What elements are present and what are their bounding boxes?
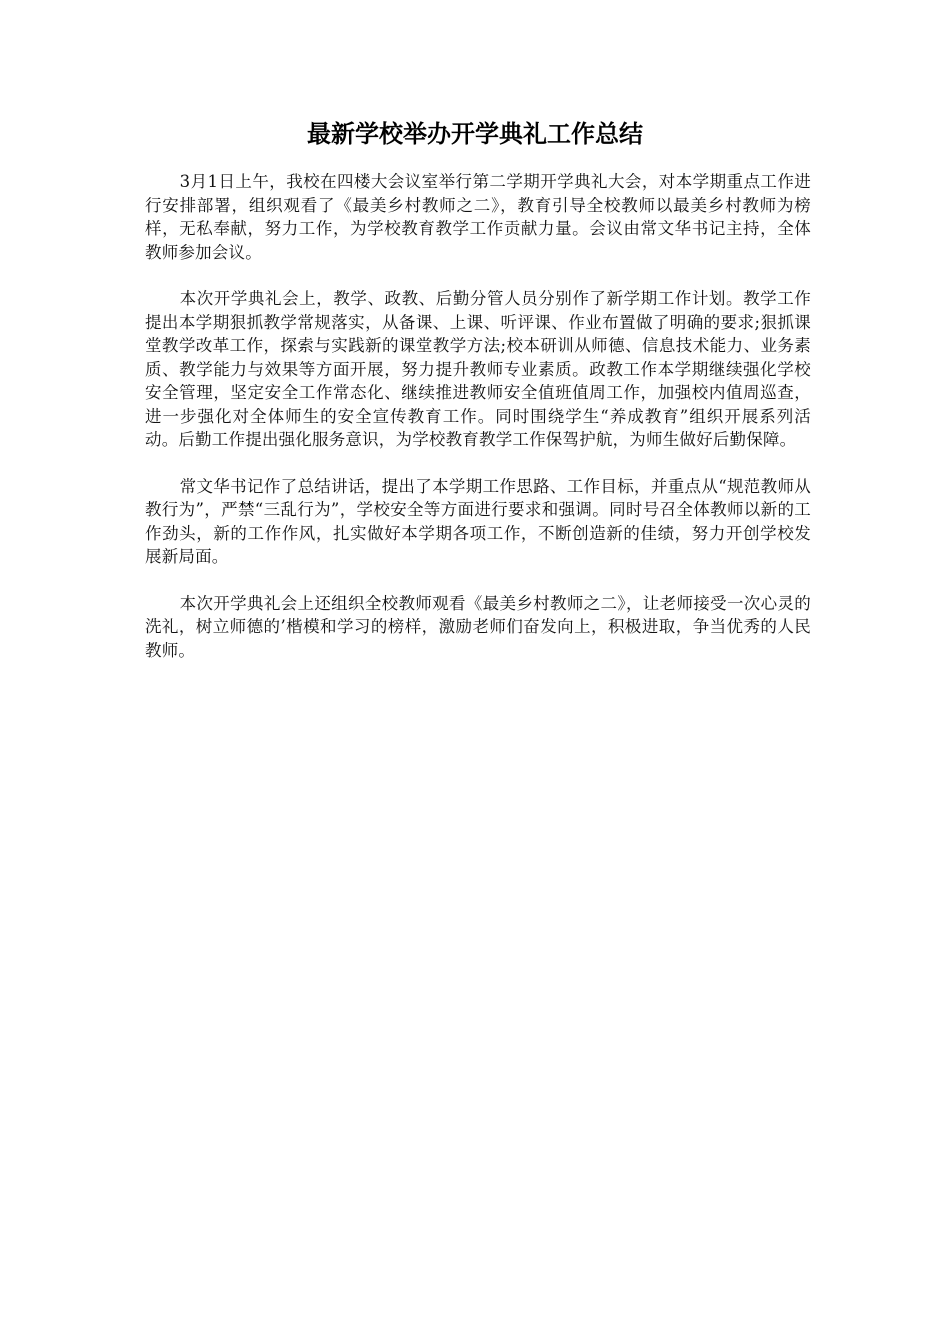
paragraph-1: 3月1日上午，我校在四楼大会议室举行第二学期开学典礼大会，对本学期重点工作进行安排部署，组织观看了《最美乡村教师之二》，教育引导全校教师以最美乡村教师为榜样，无私奉献，努力工作，为学校教育教学工作贡献力量。会议由常文华书记主持，全体教师参加会议。 [145, 172, 811, 262]
paragraph-4: 本次开学典礼会上还组织全校教师观看《最美乡村教师之二》，让老师接受一次心灵的洗礼，树立师德的’楷模和学习的榜样，激励老师们奋发向上，积极进取，争当优秀的人民教师。 [145, 593, 811, 660]
document-title: 最新学校举办开学典礼工作总结 [307, 120, 643, 148]
paragraph-2: 本次开学典礼会上，教学、政教、后勤分管人员分别作了新学期工作计划。教学工作提出本学期狠抓教学常规落实，从备课、上课、听评课、作业布置做了明确的要求;狠抓课堂教学改革工作，探索与实践新的课堂教学方法;校本研训从师德、信息技术能力、业务素质、教学能力与效果等方面开展，努力提升教师专业素质。政教工作本学期继续强化学校安全管理，坚定安全工作常态化、继续推进教师安全值班值周工作，加强校内值周巡查，进一步强化对全体师生的安全宣传教育工作。同时围绕学生“养成教育”组织开展系列活动。后勤工作提出强化服务意识，为学校教育教学工作保驾护航，为师生做好后勤保障。 [145, 289, 811, 449]
paragraph-3: 常文华书记作了总结讲话，提出了本学期工作思路、工作目标，并重点从“规范教师从教行为”，严禁“三乱行为”，学校安全等方面进行要求和强调。同时号召全体教师以新的工作劲头，新的工作作风，扎实做好本学期各项工作，不断创造新的佳绩，努力开创学校发展新局面。 [145, 476, 811, 566]
document-body [145, 170, 811, 685]
